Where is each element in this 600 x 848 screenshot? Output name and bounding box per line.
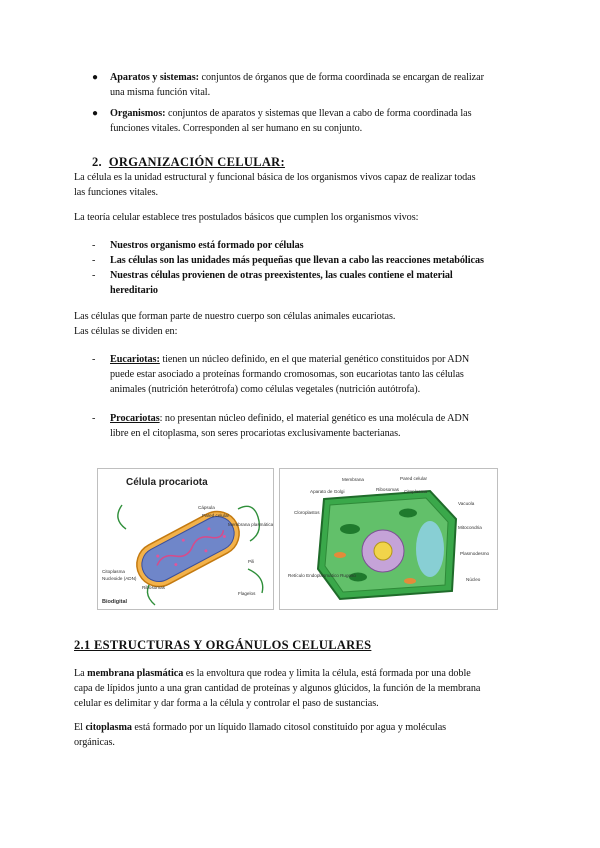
- dash-marker: -: [92, 270, 96, 281]
- paragraph-line: Las células que forman parte de nuestro cuerpo son células animales eucariotas.: [74, 311, 396, 322]
- dash-marker: -: [92, 413, 96, 424]
- label-plasmodesmo: Plasmodesmo: [460, 551, 490, 556]
- bullet-term: Aparatos y sistemas:: [110, 72, 199, 83]
- cell-theory-intro: La teoría celular establece tres postulados básicos que cumplen los organismos vivos:: [74, 212, 419, 223]
- type-term: Procariotas: [110, 413, 160, 424]
- type-term: Eucariotas:: [110, 354, 160, 365]
- label-ribosomas: Ribosomas: [142, 585, 165, 590]
- dash-marker: -: [92, 255, 96, 266]
- section-title: ORGANIZACIÓN CELULAR:: [108, 155, 285, 169]
- plant-cell-figure: [279, 468, 498, 610]
- dash-marker: -: [92, 354, 96, 365]
- bullet-aparatos: [110, 70, 550, 100]
- label-membrana: Membrana plasmática: [228, 522, 273, 527]
- label-flagelos: Flagelos: [238, 591, 256, 596]
- section-2-heading: [92, 154, 285, 170]
- chloroplast: [399, 509, 417, 518]
- cytoplasm: [136, 511, 240, 588]
- label-pared: Pared celular: [400, 476, 428, 481]
- label-nucleoide: Nucleoide (ADN): [102, 576, 137, 581]
- section-number: 2.: [92, 155, 102, 169]
- dash-marker: -: [92, 240, 96, 251]
- bullet-term: Organismos:: [110, 108, 166, 119]
- bullet-dot: ●: [92, 108, 99, 119]
- figure-credit: Biodigital: [102, 599, 128, 605]
- term-membrana: membrana plasmática: [87, 668, 184, 679]
- postulate-1: Nuestros organismo está formado por células: [110, 240, 304, 251]
- bullet-text: conjuntos de órganos que de forma coordinada se encargan de realizar: [198, 72, 484, 83]
- label-pili: Pili: [248, 559, 255, 564]
- section-title: 2.1 ESTRUCTURAS Y ORGÁNULOS CELULARES: [74, 638, 372, 652]
- label-cloroplastos: Cloroplastos: [294, 510, 320, 515]
- bullet-text-cont: funciones vitales. Corresponden al ser humano en su conjunto.: [110, 123, 363, 134]
- membrana-paragraph: La membrana plasmática es la envoltura que rodea y limita la célula, está formada por una doble capa de lípidos junto a una gran cantidad de proteínas y algunos glúcidos, la función de la membrana celular es delimitar y dar forma a la célula y controlar el paso de sustancias.: [74, 668, 481, 709]
- label-citoplasma: Citoplasma: [404, 489, 427, 494]
- paragraph-line: Las células se dividen en:: [74, 326, 178, 337]
- label-citoplasma: Citoplasma: [102, 569, 125, 574]
- eukaryote-intro: [74, 309, 554, 339]
- term-citoplasma: citoplasma: [85, 722, 132, 733]
- bullet-text: conjuntos de aparatos y sistemas que llevan a cabo de forma coordinada las: [165, 108, 472, 119]
- vacuole: [416, 521, 444, 577]
- plant-cell-illustration: [280, 469, 497, 609]
- chloroplast: [340, 524, 360, 534]
- type-procariotas: Procariotas: no presentan núcleo definido, el material genético es una molécula de ADN libre en el citoplasma, son seres procariotas exclusivamente bacterianas.: [110, 413, 470, 439]
- paragraph-line: las funciones vitales.: [74, 187, 159, 198]
- postulate-2: Las células son las unidades más pequeñas que llevan a cabo las reacciones metabólicas: [110, 255, 484, 266]
- label-vacuola: Vacuola: [458, 501, 475, 506]
- label-pared: Pared celular: [202, 513, 230, 518]
- bullet-organismos: [110, 106, 550, 136]
- label-capsula: Cápsula: [198, 505, 215, 510]
- bullet-dot: ●: [92, 72, 99, 83]
- label-golgi: Aparato de Golgi: [310, 489, 345, 494]
- postulate-3: Nuestras células provienen de otras preexistentes, las cuales contiene el material hereditario: [110, 270, 453, 296]
- flagellum: [118, 505, 126, 529]
- cell-definition: [74, 170, 554, 200]
- prokaryote-cell-figure: [97, 468, 274, 610]
- prokaryote-illustration: [98, 469, 273, 609]
- label-membrana: Membrana: [342, 477, 364, 482]
- label-ribosomas: Ribosomas: [376, 487, 399, 492]
- figure-title: Célula procariota: [126, 477, 208, 488]
- flagellum: [248, 569, 263, 593]
- mitochondria: [404, 578, 416, 584]
- paragraph-line: La célula es la unidad estructural y funcional básica de los organismos vivos capaz de realizar todas: [74, 172, 476, 183]
- type-eucariotas: Eucariotas: tienen un núcleo definido, en el que material genético constituidos por ADN puede estar asociado a proteínas formando cromosomas, son eucariotas tanto las células animales (nutrición heterótrofa) como células vegetales (nutrición autótrofa).: [110, 354, 470, 395]
- label-mitocondria: Mitocondria: [458, 525, 482, 530]
- mitochondria: [334, 552, 346, 558]
- citoplasma-paragraph: El citoplasma está formado por un líquido llamado citosol constituido por agua y moléculas orgánicas.: [74, 722, 447, 748]
- label-reticulo: Retículo Endoplasmático Rugoso: [288, 573, 356, 578]
- bullet-text-cont: una misma función vital.: [110, 87, 211, 98]
- section-2-1-heading: [74, 637, 371, 653]
- label-nucleo: Núcleo: [466, 577, 481, 582]
- nucleolus: [374, 542, 392, 560]
